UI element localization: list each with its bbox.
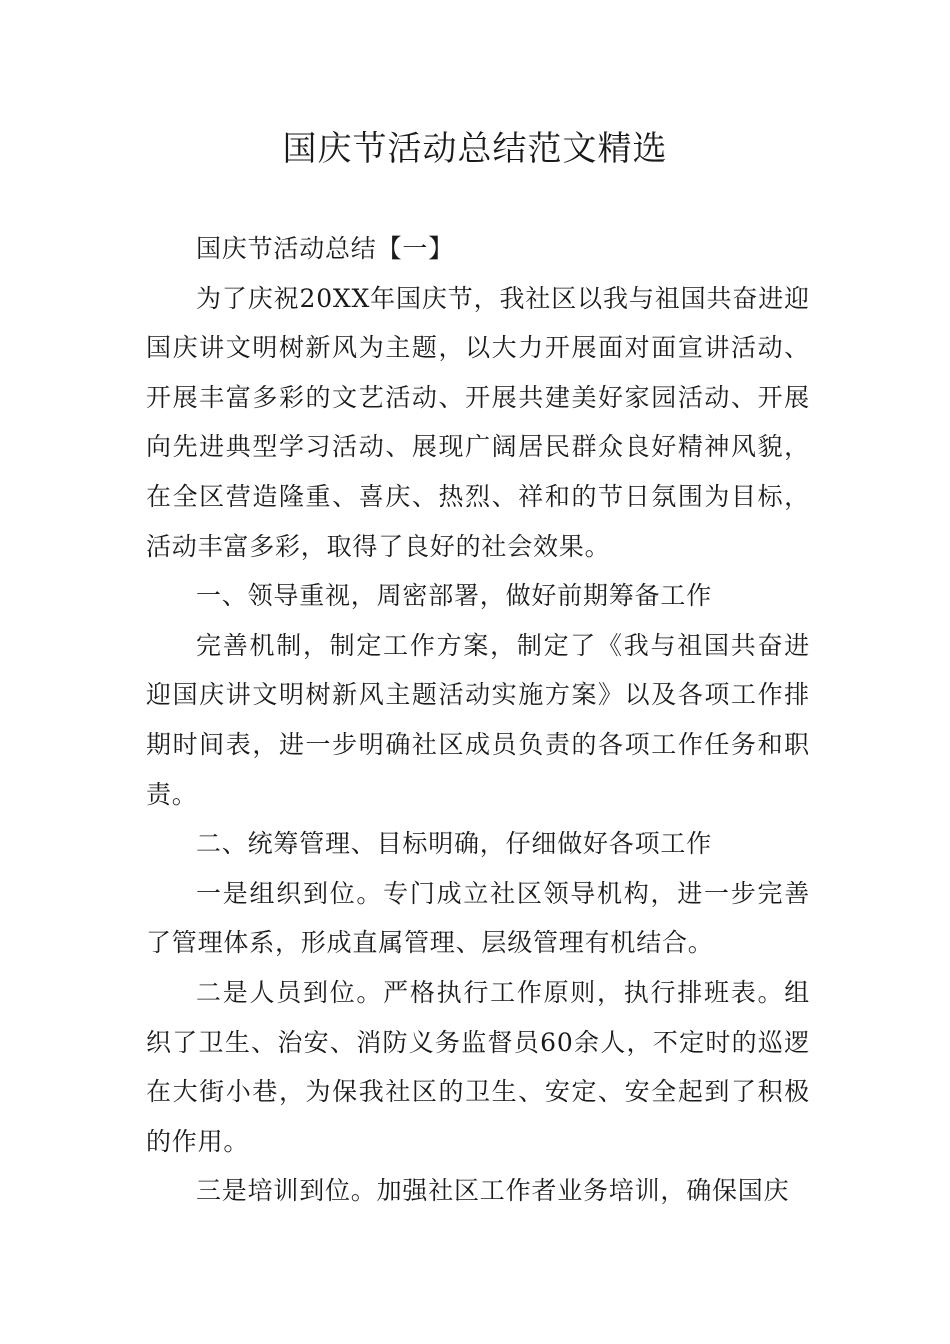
body-paragraph: 为了庆祝20XX年国庆节，我社区以我与祖国共奋进迎国庆讲文明树新风为主题，以大力开展面对面宣讲活动、开展丰富多彩的文艺活动、开展共建美好家园活动、开展向先进典型学习活动、展现广阔居民群众良好精神风貌，在全区营造隆重、喜庆、热烈、祥和的节日氛围为目标，活动丰富多彩，取得了良好的社会效果。 [146,283,810,561]
section-heading: 二、统筹管理、目标明确，仔细做好各项工作 [196,829,713,859]
document-title: 国庆节活动总结范文精选 [282,129,668,169]
body-paragraph: 一是组织到位。专门成立社区领导机构，进一步完善了管理体系，形成直属管理、层级管理有机结合。 [146,878,810,958]
body-paragraph: 完善机制，制定工作方案，制定了《我与祖国共奋进迎国庆讲文明树新风主题活动实施方案》以及各项工作排期时间表，进一步明确社区成员负责的各项工作任务和职责。 [146,630,810,809]
body-paragraph: 二是人员到位。严格执行工作原则，执行排班表。组织了卫生、治安、消防义务监督员60余人，不定时的巡逻在大街小巷，为保我社区的卫生、安定、安全起到了积极的作用。 [146,977,810,1156]
section-heading: 国庆节活动总结【一】 [196,234,455,263]
body-paragraph: 三是培训到位。加强社区工作者业务培训，确保国庆 [196,1176,790,1206]
document-body [146,224,810,1216]
section-heading: 一、领导重视，周密部署，做好前期筹备工作 [196,581,713,611]
